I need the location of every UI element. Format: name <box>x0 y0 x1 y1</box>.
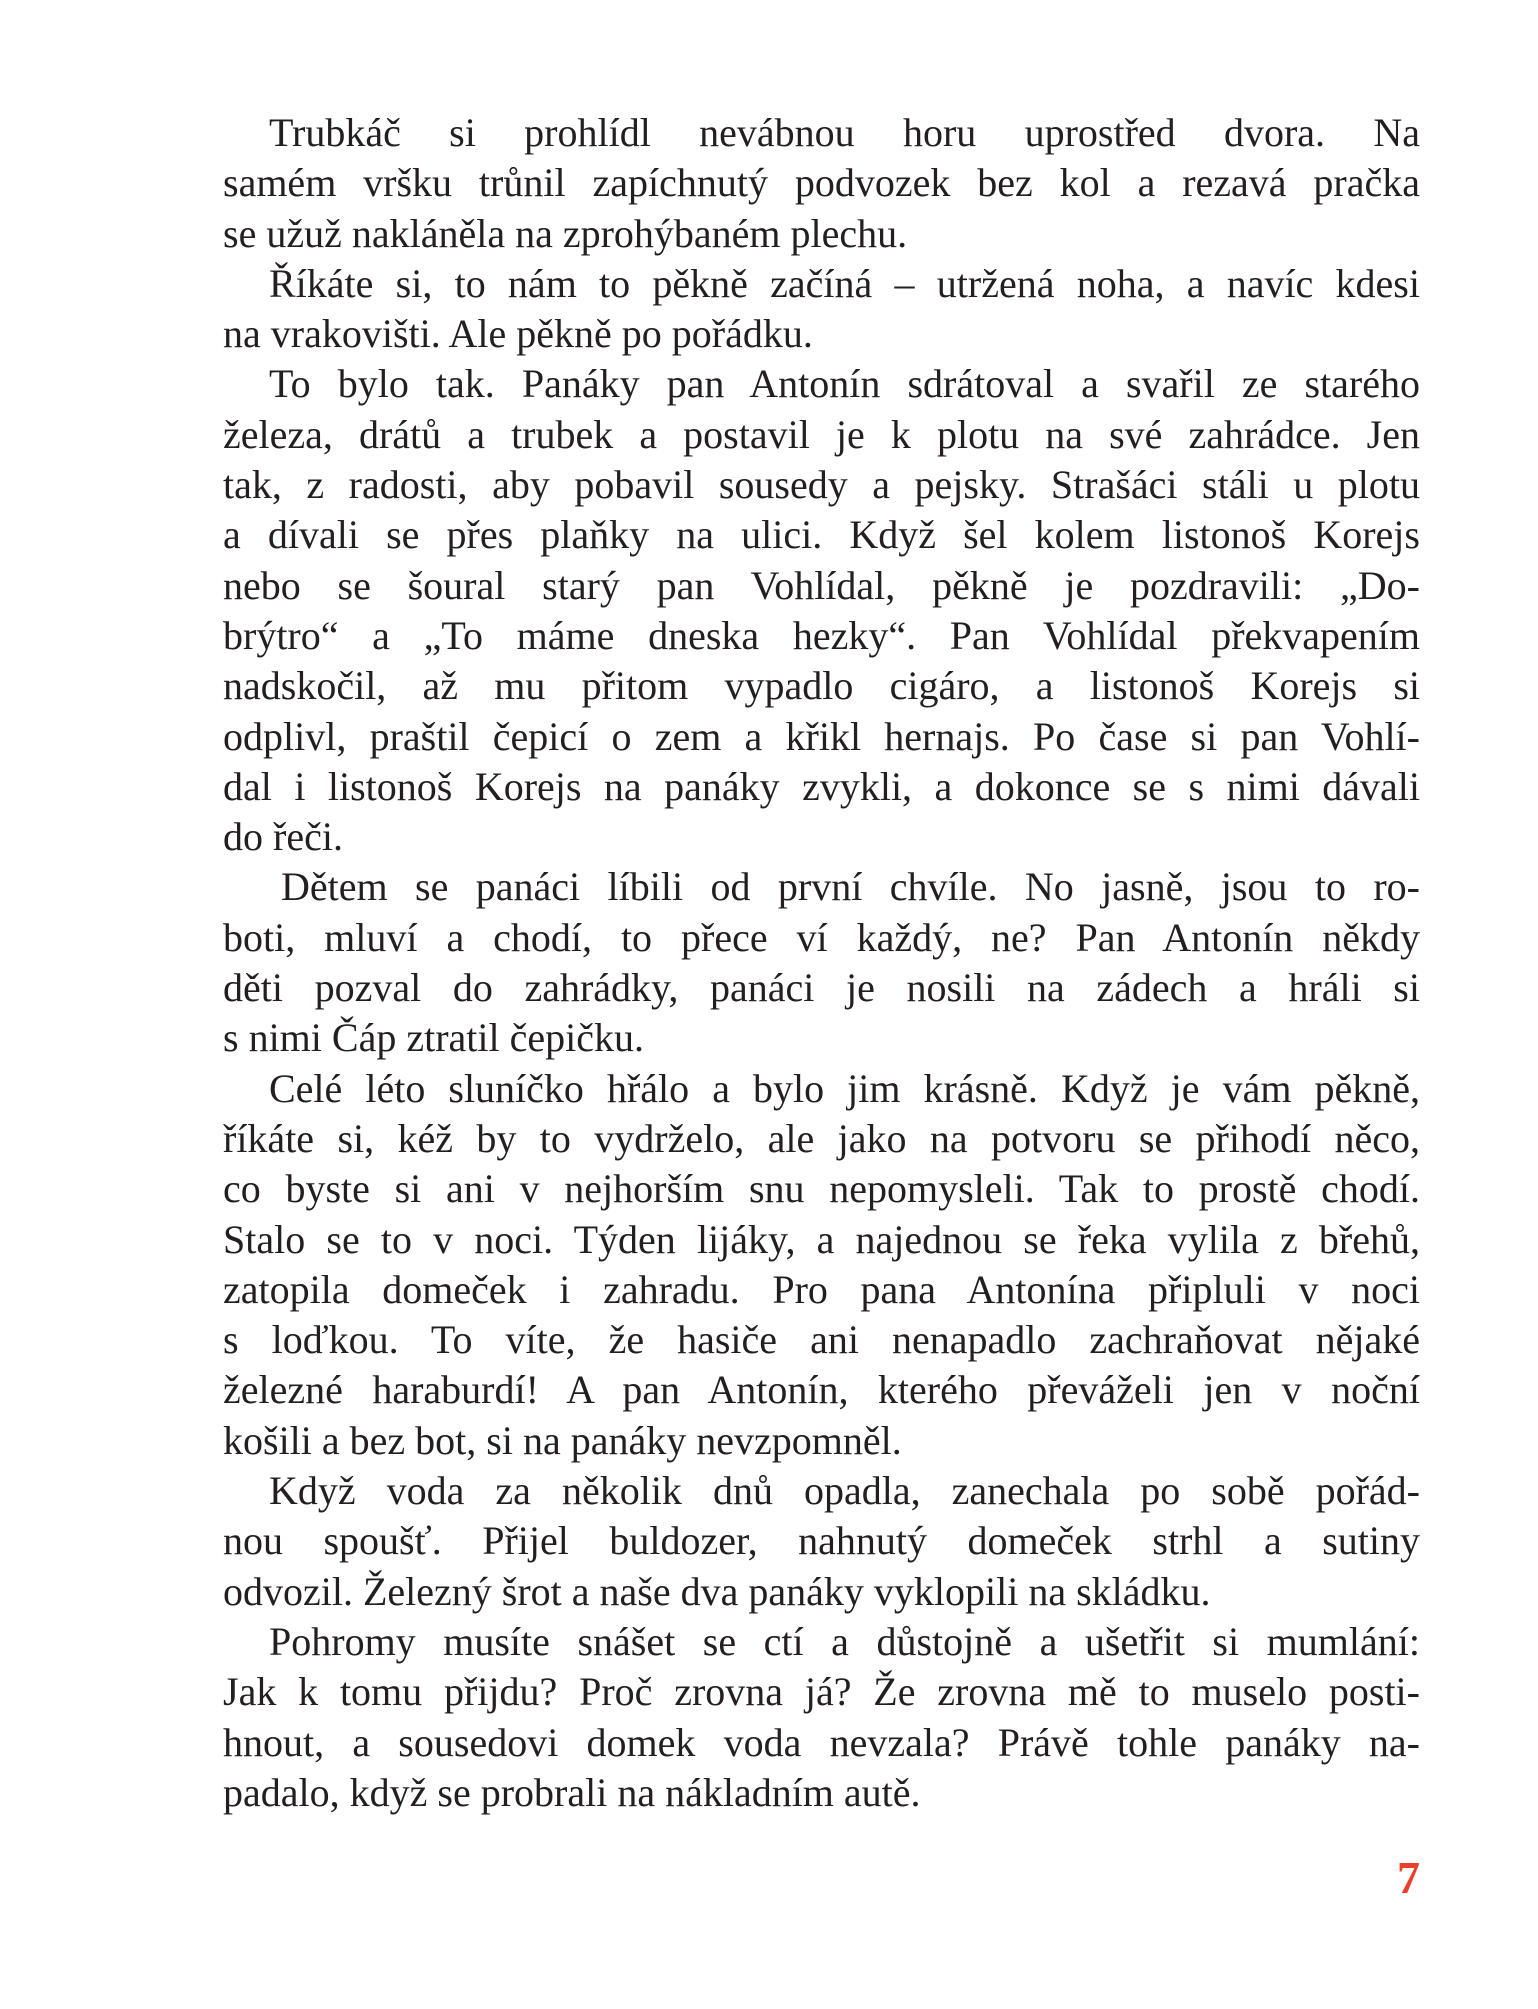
text-line: do řeči. <box>223 814 343 860</box>
text-line: dal i listonoš Korejs na panáky zvykli, a dokonce se s nimi dávali <box>223 763 1420 809</box>
text-line: odplivl, praštil čepicí o zem a křikl hernajs. Po čase si pan Vohlí- <box>223 713 1420 759</box>
text-line: samém vršku trůnil zapíchnutý podvozek bez kol a rezavá pračka <box>223 160 1420 206</box>
text-line: a dívali se přes plaňky na ulici. Když šel kolem listonoš Korejs <box>223 512 1420 558</box>
text-line: zatopila domeček i zahradu. Pro pana Antonína připluli v noci <box>223 1266 1420 1312</box>
text-line: Jak k tomu přijdu? Proč zrovna já? Že zrovna mě to muselo posti- <box>223 1669 1420 1715</box>
page-number: 7 <box>1397 1852 1420 1903</box>
text-line: nadskočil, až mu přitom vypadlo cigáro, a listonoš Korejs si <box>223 663 1420 709</box>
text-line: boti, mluví a chodí, to přece ví každý, ne? Pan Antonín někdy <box>223 914 1420 960</box>
text-line: se užuž nakláněla na zprohýbaném plechu. <box>223 210 908 256</box>
text-line: s loďkou. To víte, že hasiče ani nenapadlo zachraňovat nějaké <box>223 1317 1420 1363</box>
text-line: hnout, a sousedovi domek voda nevzala? Právě tohle panáky na- <box>223 1719 1420 1765</box>
text-line: děti pozval do zahrádky, panáci je nosili na zádech a hráli si <box>223 965 1420 1011</box>
body-text <box>223 108 1420 1818</box>
text-line: co byste si ani v nejhorším snu nepomysleli. Tak to prostě chodí. <box>223 1166 1420 1212</box>
text-line: na vrakovišti. Ale pěkně po pořádku. <box>223 311 813 357</box>
text-line: železné haraburdí! A pan Antonín, kterého převáželi jen v noční <box>223 1367 1420 1413</box>
text-line: nou spoušť. Přijel buldozer, nahnutý domeček strhl a sutiny <box>223 1518 1420 1564</box>
text-line: odvozil. Železný šrot a naše dva panáky vyklopili na skládku. <box>223 1568 1211 1614</box>
text-line: tak, z radosti, aby pobavil sousedy a pejsky. Strašáci stáli u plotu <box>223 462 1420 508</box>
text-line: nebo se šoural starý pan Vohlídal, pěkně je pozdravili: „Do- <box>223 562 1420 608</box>
text-line: košili a bez bot, si na panáky nevzpomněl. <box>223 1417 902 1463</box>
text-line: říkáte si, kéž by to vydrželo, ale jako na potvoru se přihodí něco, <box>223 1115 1420 1161</box>
text-line: padalo, když se probrali na nákladním autě. <box>223 1769 921 1815</box>
text-line: železa, drátů a trubek a postavil je k plotu na své zahrádce. Jen <box>223 411 1420 457</box>
text-line: To bylo tak. Panáky pan Antonín sdrátoval a svařil ze starého <box>269 361 1420 407</box>
text-line: Pohromy musíte snášet se ctí a důstojně a ušetřit si mumlání: <box>269 1618 1420 1664</box>
text-line: Dětem se panáci líbili od první chvíle. No jasně, jsou to ro- <box>281 864 1420 910</box>
text-line: brýtro“ a „To máme dneska hezky“. Pan Vohlídal překvapením <box>223 612 1420 658</box>
text-line: Říkáte si, to nám to pěkně začíná – utržená noha, a navíc kdesi <box>269 260 1420 306</box>
text-line: Stalo se to v noci. Týden lijáky, a najednou se řeka vylila z břehů, <box>223 1216 1420 1262</box>
text-line: s nimi Čáp ztratil čepičku. <box>223 1015 644 1061</box>
text-line: Celé léto sluníčko hřálo a bylo jim krásně. Když je vám pěkně, <box>269 1065 1420 1111</box>
text-line: Když voda za několik dnů opadla, zanechala po sobě pořád- <box>269 1468 1420 1514</box>
text-line: Trubkáč si prohlídl nevábnou horu uprostřed dvora. Na <box>269 110 1420 155</box>
